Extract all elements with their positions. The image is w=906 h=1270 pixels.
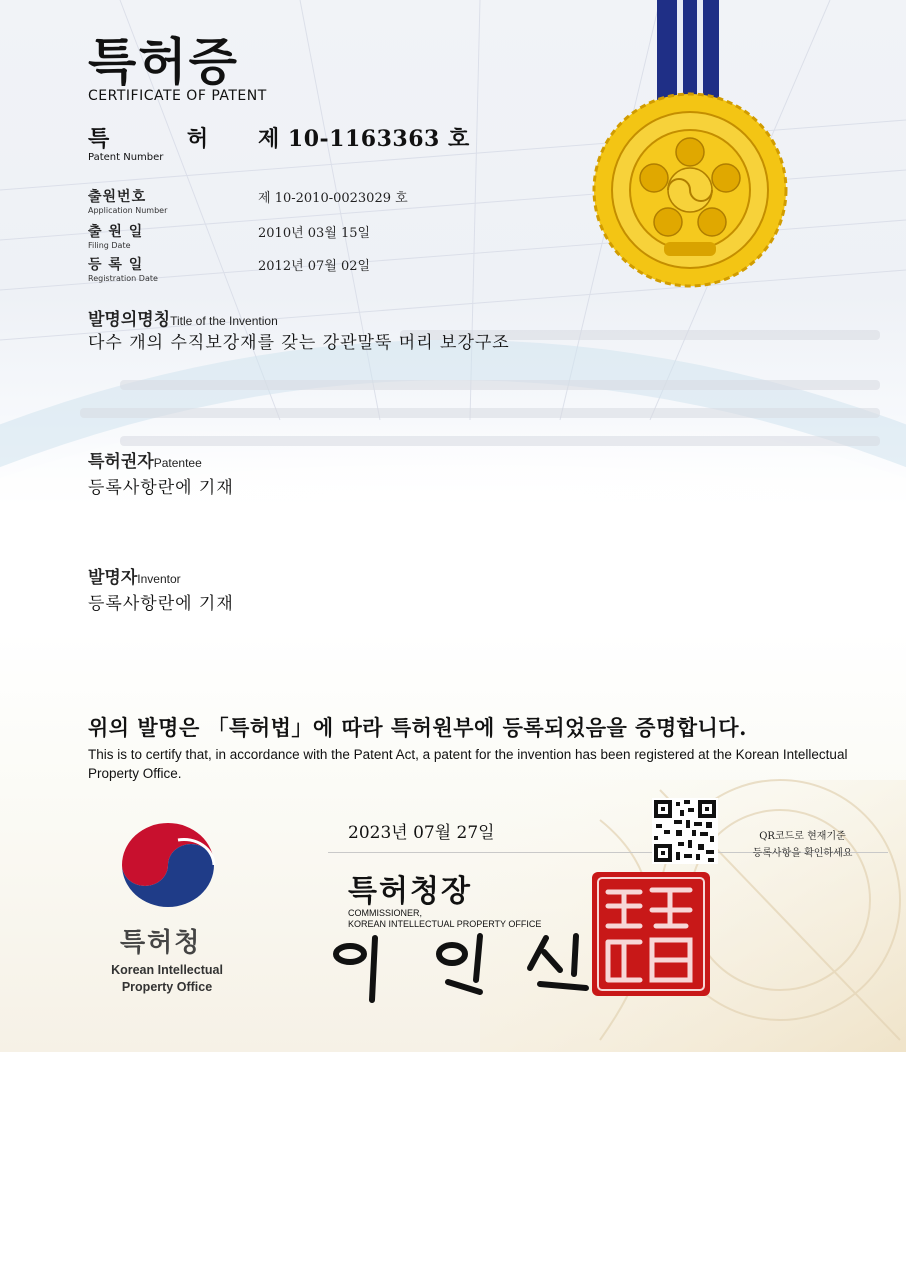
qr-code[interactable] [652, 798, 718, 864]
patent-number-label: 특 허 [88, 126, 209, 152]
official-seal [590, 870, 712, 998]
medal [594, 92, 786, 286]
patentee-label [88, 447, 202, 472]
qr-instruction: QR코드로 현재기준 등록사항을 확인하세요 [752, 831, 853, 859]
inventor-label-ko: 발명자 [88, 568, 138, 588]
filing-date-value: 2010년 03월 15일 [258, 226, 371, 241]
application-number-label: 출원번호 [88, 189, 147, 205]
kipo-logo-name-ko: 특허청 [120, 928, 202, 958]
filing-date-label: 출 원 일 [88, 224, 144, 240]
patentee-value: 등록사항란에 기재 [88, 478, 234, 498]
filing-date-label-en: Filing Date [88, 241, 131, 250]
kipo-logo-name-en: Korean Intellectual Property Office [111, 963, 223, 994]
certificate-title: 특허증 [88, 33, 239, 91]
patentee-label-ko: 특허권자 [88, 452, 154, 472]
application-number-label-en: Application Number [88, 206, 168, 215]
invention-title-value: 다수 개의 수직보강재를 갖는 강관말뚝 머리 보강구조 [88, 333, 510, 353]
invention-title-label-en: Title of the Invention [170, 314, 278, 328]
registration-date-label-en: Registration Date [88, 274, 158, 283]
registration-date-value: 2012년 07월 02일 [258, 259, 371, 274]
patent-number-label-en: Patent Number [88, 152, 164, 163]
commissioner-title-ko: 특허청장 [348, 874, 472, 909]
commissioner-signature [330, 930, 610, 1010]
issue-date: 2023년 07월 27일 [348, 823, 495, 843]
inventor-value: 등록사항란에 기재 [88, 594, 234, 614]
certificate-subtitle: CERTIFICATE OF PATENT [88, 88, 267, 104]
registration-date-label: 등 록 일 [88, 257, 144, 273]
patent-number-value: 제 10-1163363 호 [258, 126, 470, 152]
inventor-label [88, 563, 181, 588]
application-number-value: 제 10-2010-0023029 호 [258, 191, 408, 206]
inventor-label-en: Inventor [137, 572, 181, 586]
certification-statement-en: This is to certify that, in accordance with the Patent Act, a patent for the invention has been registered at the Korean Intellectual Property Office. [88, 747, 848, 781]
invention-title-label-ko: 발명의명칭 [88, 310, 171, 330]
kipo-logo-icon [118, 820, 218, 910]
commissioner-title-en: COMMISSIONER, KOREAN INTELLECTUAL PROPERTY OFFICE [348, 908, 542, 929]
certification-statement-ko: 위의 발명은 「특허법」에 따라 특허원부에 등록되었음을 증명합니다. [88, 715, 747, 740]
invention-title-label [88, 305, 278, 330]
patentee-label-en: Patentee [153, 456, 202, 470]
